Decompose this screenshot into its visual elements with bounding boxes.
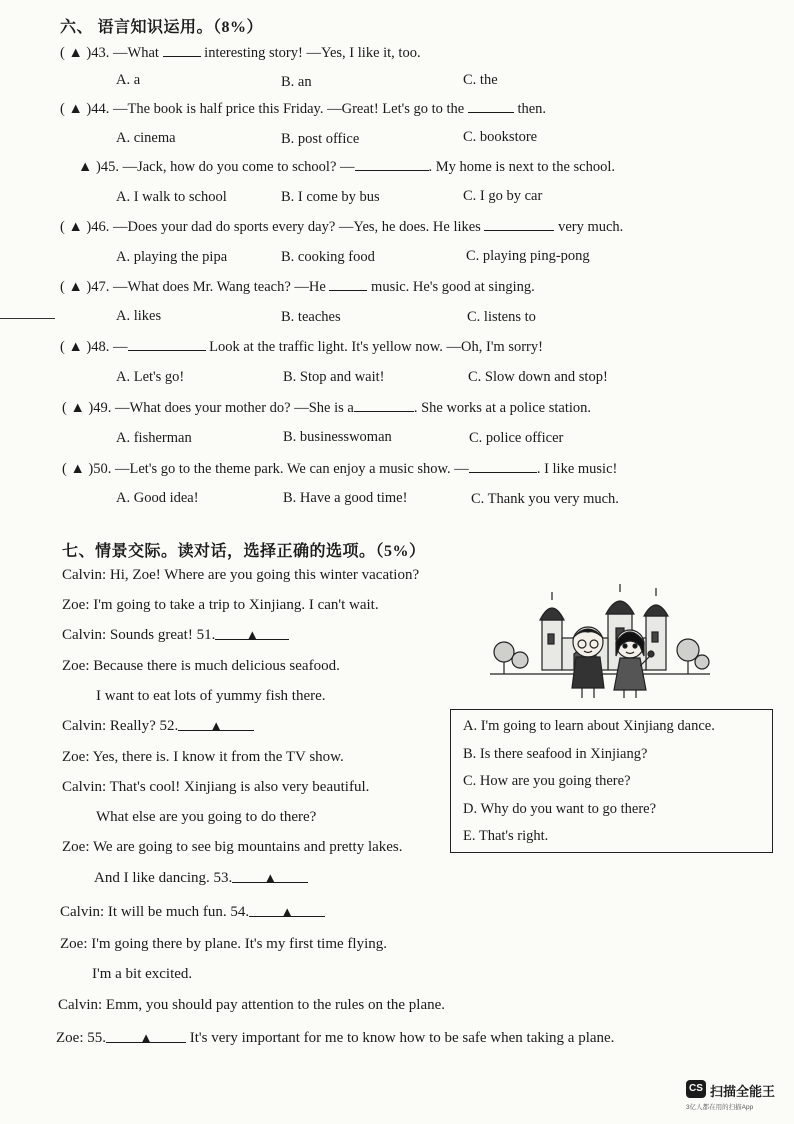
section7-title: 七、情景交际。读对话，选择正确的选项。（5%） xyxy=(62,543,426,560)
option-48-a[interactable]: A. Let's go! xyxy=(116,369,185,385)
answer-blank[interactable] xyxy=(355,158,429,171)
option-45-c[interactable]: C. I go by car xyxy=(463,188,543,204)
choice-c[interactable]: C. How are you going there? xyxy=(463,773,631,789)
answer-marker: ( ▲ ) xyxy=(60,219,92,235)
choices-box xyxy=(450,709,773,853)
option-47-a[interactable]: A. likes xyxy=(116,308,162,324)
answer-marker: ( ▲ ) xyxy=(62,400,94,416)
answer-marker: ( ▲ ) xyxy=(60,279,92,295)
dialogue-line: Zoe: We are going to see big mountains and pretty lakes. xyxy=(62,839,403,855)
answer-blank-53[interactable]: ▲ xyxy=(232,870,308,883)
answer-marker: ( ▲ ) xyxy=(62,461,94,477)
dialogue-line-52: Calvin: Really? 52. ▲ xyxy=(62,718,254,735)
answer-blank[interactable] xyxy=(468,100,514,113)
dialogue-line: Zoe: I'm going there by plane. It's my first time flying. xyxy=(60,936,388,952)
answer-blank-51[interactable]: ▲ xyxy=(215,627,289,640)
dialogue-line-53: And I like dancing. 53. ▲ xyxy=(94,870,308,887)
dialogue-line-55: Zoe: 55. ▲ It's very important for me to know how to be safe when taking a plane. xyxy=(56,1030,615,1046)
margin-mark xyxy=(0,318,55,319)
dialogue-line: I'm a bit excited. xyxy=(92,966,193,982)
dialogue-line: Calvin: That's cool! Xinjiang is also very beautiful. xyxy=(62,779,370,795)
castle-kids-illustration xyxy=(490,580,710,700)
question-48: ( ▲ )48. — Look at the traffic light. It's yellow now. —Oh, I'm sorry! xyxy=(60,339,543,355)
section6-title: 六、 语言知识运用。（8%） xyxy=(60,19,264,36)
option-50-a[interactable]: A. Good idea! xyxy=(116,490,199,506)
answer-blank-52[interactable]: ▲ xyxy=(178,718,254,731)
option-43-b[interactable]: B. an xyxy=(281,74,312,90)
illustration-drawing xyxy=(490,580,710,700)
watermark-subtitle: 3亿人都在用的扫描App xyxy=(686,1104,754,1111)
option-46-a[interactable]: A. playing the pipa xyxy=(116,249,228,265)
option-46-b[interactable]: B. cooking food xyxy=(281,249,375,265)
option-49-c[interactable]: C. police officer xyxy=(469,430,564,446)
option-44-c[interactable]: C. bookstore xyxy=(463,129,538,145)
answer-blank-54[interactable]: ▲ xyxy=(249,904,325,917)
option-44-b[interactable]: B. post office xyxy=(281,131,360,147)
answer-marker: ( ▲ ) xyxy=(60,45,92,61)
answer-blank[interactable] xyxy=(329,278,367,291)
question-46: ( ▲ )46. —Does your dad do sports every day? —Yes, he does. He likes very much. xyxy=(60,219,624,235)
option-45-a[interactable]: A. I walk to school xyxy=(116,189,227,205)
choice-d[interactable]: D. Why do you want to go there? xyxy=(463,801,657,817)
option-47-b[interactable]: B. teaches xyxy=(281,309,341,325)
choice-a[interactable]: A. I'm going to learn about Xinjiang dance. xyxy=(463,718,715,734)
question-49: ( ▲ )49. —What does your mother do? —She is a . She works at a police station. xyxy=(62,400,591,416)
choice-b[interactable]: B. Is there seafood in Xinjiang? xyxy=(463,746,648,762)
option-48-b[interactable]: B. Stop and wait! xyxy=(283,369,385,385)
question-47: ( ▲ )47. —What does Mr. Wang teach? —He music. He's good at singing. xyxy=(60,279,535,295)
dialogue-line: Calvin: Hi, Zoe! Where are you going this winter vacation? xyxy=(62,567,420,583)
question-44: ( ▲ )44. —The book is half price this Friday. —Great! Let's go to the then. xyxy=(60,101,547,117)
option-45-b[interactable]: B. I come by bus xyxy=(281,189,380,205)
option-49-b[interactable]: B. businesswoman xyxy=(283,429,392,445)
answer-blank[interactable] xyxy=(469,460,537,473)
answer-marker: ( ▲ ) xyxy=(60,339,92,355)
question-45: ▲ )45. —Jack, how do you come to school? — . My home is next to the school. xyxy=(78,159,615,175)
option-48-c[interactable]: C. Slow down and stop! xyxy=(468,369,608,385)
dialogue-line: Zoe: Yes, there is. I know it from the TV show. xyxy=(62,749,344,765)
answer-blank[interactable] xyxy=(354,399,414,412)
dialogue-line: What else are you going to do there? xyxy=(96,809,317,825)
option-43-c[interactable]: C. the xyxy=(463,72,498,88)
camscanner-logo-icon: CS xyxy=(686,1080,706,1098)
option-46-c[interactable]: C. playing ping-pong xyxy=(466,248,590,264)
option-47-c[interactable]: C. listens to xyxy=(467,309,536,325)
question-50: ( ▲ )50. —Let's go to the theme park. We can enjoy a music show. — . I like music! xyxy=(62,461,618,477)
choice-e[interactable]: E. That's right. xyxy=(463,828,549,844)
watermark-name: 扫描全能王 xyxy=(710,1084,776,1099)
answer-blank[interactable] xyxy=(163,44,201,57)
dialogue-line-51: Calvin: Sounds great! 51. ▲ xyxy=(62,627,289,644)
option-49-a[interactable]: A. fisherman xyxy=(116,430,192,446)
question-43: ( ▲ )43. —What interesting story! —Yes, I like it, too. xyxy=(60,45,421,61)
dialogue-line-54: Calvin: It will be much fun. 54. ▲ xyxy=(60,904,325,921)
option-50-b[interactable]: B. Have a good time! xyxy=(283,490,408,506)
answer-blank[interactable] xyxy=(484,218,554,231)
answer-marker: ( ▲ ) xyxy=(60,101,92,117)
option-50-c[interactable]: C. Thank you very much. xyxy=(471,491,619,507)
answer-blank-55[interactable]: ▲ xyxy=(106,1030,186,1043)
option-44-a[interactable]: A. cinema xyxy=(116,130,176,146)
dialogue-line: Calvin: Emm, you should pay attention to the rules on the plane. xyxy=(58,997,446,1013)
option-43-a[interactable]: A. a xyxy=(116,72,141,88)
dialogue-line: Zoe: I'm going to take a trip to Xinjiang. I can't wait. xyxy=(62,597,379,613)
answer-marker: ▲ ) xyxy=(78,159,101,175)
scanner-watermark xyxy=(686,1080,786,1116)
dialogue-line: Zoe: Because there is much delicious seafood. xyxy=(62,658,340,674)
answer-blank[interactable] xyxy=(128,338,206,351)
dialogue-line: I want to eat lots of yummy fish there. xyxy=(96,688,326,704)
